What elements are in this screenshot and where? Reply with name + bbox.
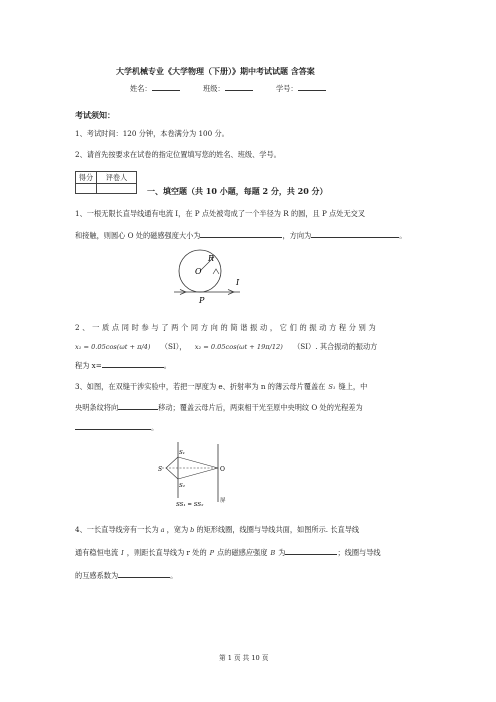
q3-ray-s1-in [166, 457, 178, 468]
score-table-blank-row [75, 182, 137, 194]
q3-s1: S₁ [328, 383, 336, 391]
q3-line-1 [75, 383, 367, 391]
q1-blank-2[interactable] [311, 237, 399, 238]
q1-loop-arrow [213, 269, 219, 274]
q4-text-g: 为 [278, 548, 286, 557]
name-blank[interactable] [152, 90, 180, 91]
id-blank[interactable] [298, 90, 326, 91]
score-cell[interactable] [76, 182, 97, 193]
q4-text-b: ，宽为 [166, 525, 189, 534]
class-blank[interactable] [225, 90, 253, 91]
q4-text-f: 点的磁感应强度 [217, 548, 268, 557]
q2-line-3 [75, 362, 171, 369]
q1-label-i: I [236, 278, 240, 287]
q2-blank[interactable] [102, 367, 164, 368]
q2-si-1: （SI）， [160, 342, 187, 351]
q3-label-s: S [158, 466, 163, 473]
q3-label-screen: 屏 [220, 498, 226, 504]
page-footer: 第 1 页 共 10 页 [219, 654, 269, 662]
q3-blank-1[interactable] [118, 409, 158, 410]
q4-var-b-field: B [270, 549, 276, 557]
notice-item-1: 1、考试时间：120 分钟，本卷满分为 100 分。 [75, 129, 229, 138]
q3-line-2 [75, 404, 363, 411]
q4-text-d: 通有稳恒电流 [75, 548, 119, 557]
score-col: 得分 [76, 172, 97, 183]
q4-var-i: I [121, 549, 124, 557]
q1-label-p: P [199, 296, 205, 305]
q2-equation-2: x₂ = 0.05cos(ωt + 19π/12) [194, 343, 283, 351]
q4-text-j: 。 [170, 571, 178, 580]
q3-figure [158, 440, 238, 512]
q4-text-e: ，则距长直导线为 r 处的 [126, 548, 207, 557]
q3-ray-s2-in [166, 468, 178, 479]
q3-line-3 [75, 424, 158, 431]
q3-ray-s1-out [178, 457, 218, 468]
q1-label-o: O [195, 267, 202, 276]
q2-equation-1: x₁ = 0.05cos(ωt + π/4) [75, 343, 151, 351]
q4-blank-2[interactable] [118, 577, 170, 578]
page-title: 大学机械专业《大学物理（下册）》期中考试试题 含答案 [116, 66, 315, 76]
q4-text-h: ；线圈与导线 [337, 548, 381, 557]
q1-blank-1[interactable] [200, 237, 282, 238]
q4-line-2 [75, 549, 381, 557]
q3-text-a: 3、如图，在双缝干涉实验中，若把一厚度为 e、折射率为 n 的薄云母片覆盖在 [75, 382, 326, 391]
q1-label-r: R [208, 254, 215, 263]
q1-text-b: ，方向为 [282, 231, 312, 240]
q3-label-s2: S₂ [179, 483, 185, 489]
q2-line-2 [75, 343, 377, 351]
q4-line-3 [75, 572, 177, 579]
q1-figure [170, 248, 250, 306]
q2-text-b: 。 [163, 361, 171, 370]
id-label: 学号： [276, 84, 298, 93]
q3-label-equal-paths: SS₁ = SS₂ [176, 502, 204, 508]
q1-text-a: 和接触，则圆心 O 处的磁感强度大小为 [75, 231, 201, 240]
grader-cell[interactable] [97, 182, 136, 193]
section-1-title: 一、填空题（共 10 小题，每题 2 分，共 20 分） [147, 186, 328, 196]
q3-text-b: 缝上，中 [338, 382, 368, 391]
id-field [276, 85, 326, 92]
q3-text-c: 央明条纹将向 [75, 403, 119, 412]
q4-var-a: a [160, 526, 165, 534]
q3-text-d: 移动；覆盖云母片后，两束相干光至原中央明纹 O 处的光程差为 [158, 403, 363, 412]
q3-text-e: 。 [151, 423, 159, 432]
class-label: 班级： [203, 84, 225, 93]
q3-ray-s2-out [178, 468, 218, 479]
q1-text-c: 。 [399, 231, 407, 240]
notice-item-2: 2、请首先按要求在试卷的指定位置填写您的姓名、班级、学号。 [75, 150, 281, 159]
q1-line-2 [75, 232, 406, 239]
q1-line-1: 1、一根无限长直导线通有电流 I，在 P 点处被弯成了一个半径为 R 的圆，且 P 点处无交叉 [75, 209, 366, 218]
q3-blank-2[interactable] [75, 429, 151, 430]
q4-var-b: b [190, 526, 195, 534]
q4-line-1 [75, 526, 359, 534]
grader-col: 评卷人 [105, 173, 128, 182]
q4-blank-1[interactable] [285, 554, 337, 555]
q4-text-i: 的互感系数为 [75, 571, 119, 580]
q2-text-a: 程为 x= [75, 361, 102, 370]
q4-text-c: 的矩形线圈，线圈与导线共面，如图所示. 长直导线 [196, 525, 360, 534]
q3-label-s1: S₁ [179, 450, 185, 456]
q4-text-a: 4、一长直导线旁有一长为 [75, 525, 159, 534]
q3-label-o: O [220, 466, 225, 473]
class-field [203, 85, 253, 92]
name-label: 姓名： [130, 84, 152, 93]
q2-line-1: 2 、 一 质 点 同 时 参 与 了 两 个 同 方 向 的 简 谐 振 动 ， 它 们 的 振 动 方 程 分 别 为 [75, 323, 376, 332]
q2-si-2: （SI）. 其合振动的振动方 [293, 342, 378, 351]
notice-heading: 考试须知： [75, 110, 115, 120]
q4-var-p: P [209, 549, 215, 557]
name-field [130, 85, 180, 92]
